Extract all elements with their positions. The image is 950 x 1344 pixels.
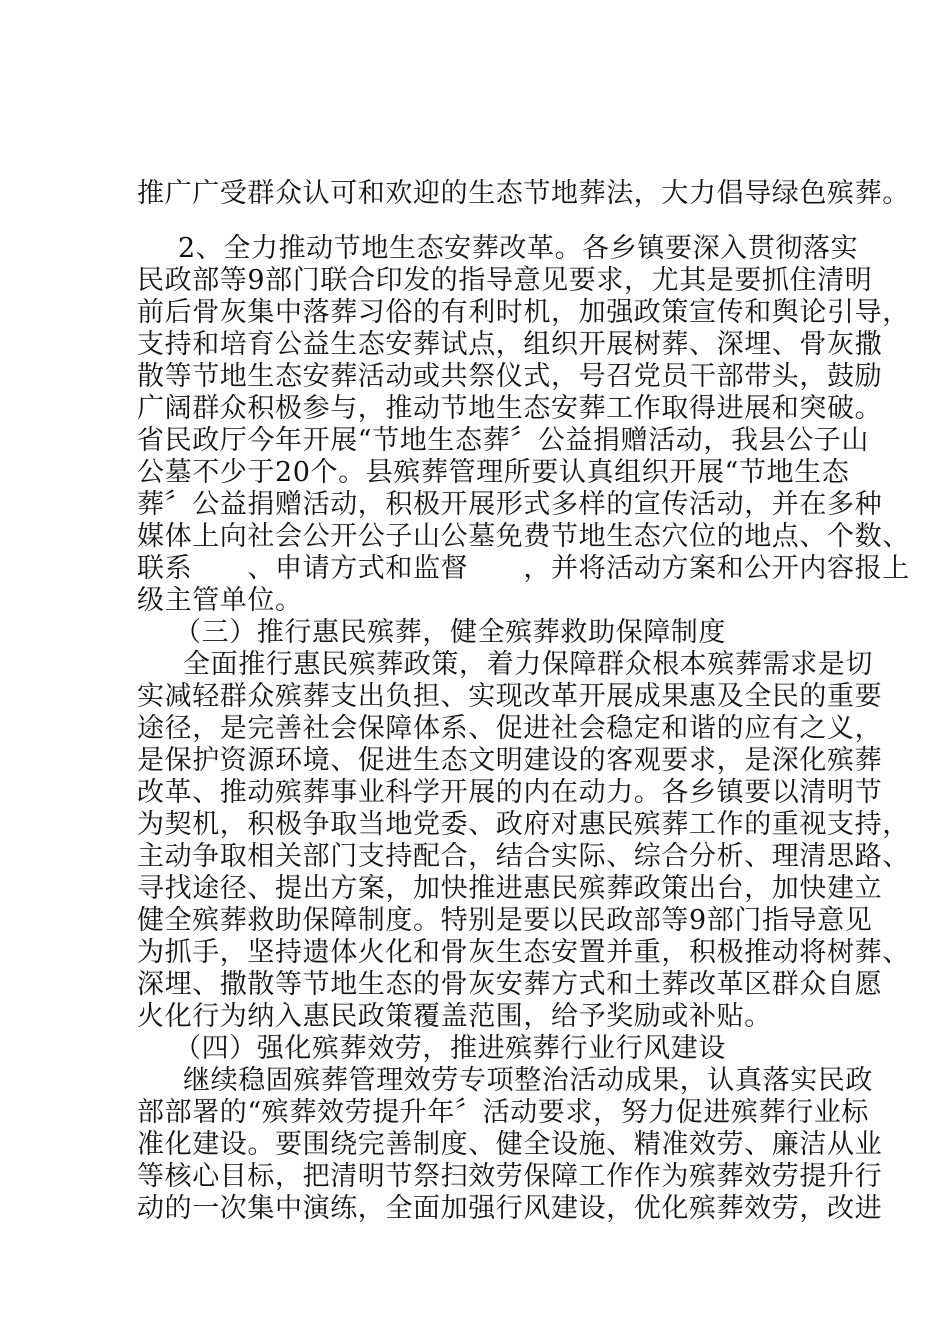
paragraph-line: 公墓不少于20个。县殡葬管理所要认真组织开展“节地生态 [137,457,850,488]
paragraph-line: 实减轻群众殡葬支出负担、实现改革开展成果惠及全民的重要 [137,681,883,712]
section-heading: （三）推行惠民殡葬，健全殡葬救助保障制度 [174,617,726,648]
paragraph-line: 继续稳固殡葬管理效劳专项整治活动成果，认真落实民政 [183,1065,873,1096]
paragraph-line: 散等节地生态安葬活动或共祭仪式，号召党员干部带头，鼓励 [137,361,883,392]
paragraph-line: 动的一次集中演练，全面加强行风建设，优化殡葬效劳，改进 [137,1193,883,1224]
paragraph-line: 媒体上向社会公开公子山公墓免费节地生态穴位的地点、个数、 [137,521,910,552]
paragraph-line: 主动争取相关部门支持配合，结合实际、综合分析、理清思路、 [137,841,910,872]
paragraph-line: 途径，是完善社会保障体系、促进社会稳定和谐的应有之义， [137,713,883,744]
paragraph-line: 推广广受群众认可和欢迎的生态节地葬法，大力倡导绿色殡葬。 [137,178,910,209]
paragraph-line: 是保护资源环境、促进生态文明建设的客观要求，是深化殡葬 [137,745,883,776]
paragraph-line: 葬〞公益捐赠活动，积极开展形式多样的宣传活动，并在多种 [137,489,883,520]
paragraph-line: 省民政厅今年开展“节地生态葬〞公益捐赠活动，我县公子山 [137,425,870,456]
paragraph-line: 全面推行惠民殡葬政策，着力保障群众根本殡葬需求是切 [183,649,873,680]
paragraph-line: 深埋、撒散等节地生态的骨灰安葬方式和土葬改革区群众自愿 [137,969,883,1000]
paragraph-line: 联系 、申请方式和监督 ，并将活动方案和公开内容报上 [137,553,910,584]
paragraph-line: 寻找途径、提出方案，加快推进惠民殡葬政策出台，加快建立 [137,873,883,904]
paragraph-line: 改革、推动殡葬事业科学开展的内在动力。各乡镇要以清明节 [137,777,883,808]
paragraph-line: 火化行为纳入惠民政策覆盖范围，给予奖励或补贴。 [137,1001,772,1032]
paragraph-line: 为契机，积极争取当地党委、政府对惠民殡葬工作的重视支持， [137,809,910,840]
paragraph-line: 为抓手，坚持遗体火化和骨灰生态安置并重，积极推动将树葬、 [137,937,910,968]
paragraph-line: 等核心目标，把清明节祭扫效劳保障工作作为殡葬效劳提升行 [137,1161,883,1192]
section-heading: （四）强化殡葬效劳，推进殡葬行业行风建设 [174,1033,726,1064]
paragraph-line: 级主管单位。 [137,585,303,616]
paragraph-line: 健全殡葬救助保障制度。特别是要以民政部等9部门指导意见 [137,905,873,936]
paragraph-line: 民政部等9部门联合印发的指导意见要求，尤其是要抓住清明 [137,265,873,296]
paragraph-line: 准化建设。要围绕完善制度、健全设施、精准效劳、廉洁从业 [137,1129,883,1160]
paragraph-line: 部部署的“殡葬效劳提升年〞活动要求，努力促进殡葬行业标 [137,1097,870,1128]
paragraph-line: 广阔群众积极参与，推动节地生态安葬工作取得进展和突破。 [137,393,883,424]
paragraph-line: 支持和培育公益生态安葬试点，组织开展树葬、深埋、骨灰撒 [137,329,883,360]
paragraph-line: 前后骨灰集中落葬习俗的有利时机，加强政策宣传和舆论引导， [137,297,910,328]
section-heading-line: 2、全力推动节地生态安葬改革。各乡镇要深入贯彻落实 [178,233,859,264]
